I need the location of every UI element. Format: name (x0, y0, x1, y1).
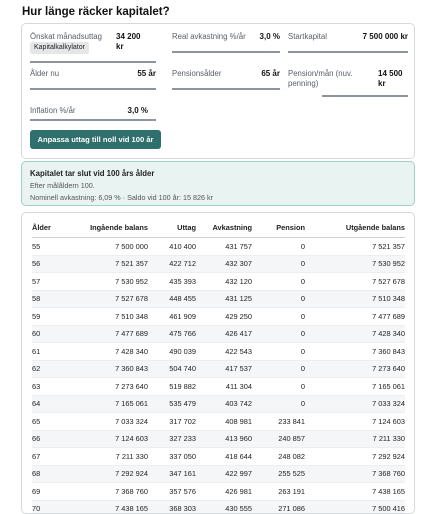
table-cell: 7 438 165 (305, 483, 405, 501)
table-row (32, 413, 405, 431)
field-pension-month[interactable] (288, 69, 408, 99)
table-cell: 7 273 640 (305, 360, 405, 378)
table-cell: 7 500 416 (305, 500, 405, 514)
table-cell: 431 125 (196, 290, 252, 308)
table-cell: 347 161 (148, 465, 196, 483)
table-cell: 0 (252, 325, 305, 343)
table-cell: 7 438 165 (72, 500, 148, 514)
field-label: Startkapital (288, 32, 328, 41)
table-cell: 263 191 (252, 483, 305, 501)
field-value[interactable]: 3,0 % (127, 106, 148, 115)
table-cell: 490 039 (148, 343, 196, 361)
field-underline (172, 88, 280, 90)
column-header-opening-balance: Ingående balans (72, 221, 148, 238)
table-row (32, 308, 405, 326)
table-cell: 7 527 678 (72, 290, 148, 308)
balance-table (32, 221, 405, 514)
table-cell: 408 981 (196, 413, 252, 431)
table-cell: 0 (252, 360, 305, 378)
column-header-age: Ålder (32, 221, 72, 238)
table-cell: 7 368 760 (72, 483, 148, 501)
table-cell: 62 (32, 360, 72, 378)
table-cell: 337 050 (148, 448, 196, 466)
table-cell: 63 (32, 378, 72, 396)
table-cell: 327 233 (148, 430, 196, 448)
column-header-closing-balance: Utgående balans (305, 221, 405, 238)
table-cell: 7 165 061 (305, 378, 405, 396)
table-cell: 7 273 640 (72, 378, 148, 396)
table-cell: 7 477 689 (305, 308, 405, 326)
table-cell: 7 527 678 (305, 273, 405, 291)
table-cell: 65 (32, 413, 72, 431)
table-cell: 368 303 (148, 500, 196, 514)
table-cell: 461 909 (148, 308, 196, 326)
table-cell: 7 360 843 (305, 343, 405, 361)
table-cell: 66 (32, 430, 72, 448)
table-cell: 7 211 330 (305, 430, 405, 448)
column-header-return: Avkastning (196, 221, 252, 238)
field-value[interactable]: 65 år (261, 69, 280, 78)
table-cell: 7 033 324 (305, 395, 405, 413)
table-row (32, 395, 405, 413)
table-cell: 7 530 952 (305, 255, 405, 273)
table-cell: 57 (32, 273, 72, 291)
table-cell: 0 (252, 343, 305, 361)
table-cell: 7 428 340 (305, 325, 405, 343)
table-row (32, 238, 405, 256)
result-subtitle: Efter målåldern 100. (30, 181, 95, 190)
table-cell: 422 543 (196, 343, 252, 361)
field-start-capital[interactable] (288, 32, 408, 62)
table-cell: 64 (32, 395, 72, 413)
field-underline (288, 51, 408, 53)
calculator-form (21, 23, 415, 159)
table-cell: 7 124 603 (72, 430, 148, 448)
page-title: Hur länge räcker kapitalet? (22, 6, 170, 18)
table-row (32, 430, 405, 448)
table-cell: 7 500 000 (72, 238, 148, 256)
table-cell: 7 510 348 (305, 290, 405, 308)
result-summary (21, 161, 415, 206)
field-label: Pensionsålder (172, 69, 222, 78)
field-value[interactable]: 7 500 000 kr (362, 32, 408, 41)
table-row (32, 343, 405, 361)
table-row (32, 483, 405, 501)
field-value[interactable]: 14 500 kr (378, 69, 403, 88)
table-cell: 240 857 (252, 430, 305, 448)
table-cell: 58 (32, 290, 72, 308)
field-label: Pension/mån (nuv. penning) (288, 69, 353, 88)
table-cell: 7 124 603 (305, 413, 405, 431)
table-cell: 7 292 924 (72, 465, 148, 483)
result-meta: Nominell avkastning: 6,09 % · Saldo vid 100 år: 15 826 kr (30, 193, 213, 202)
table-cell: 413 960 (196, 430, 252, 448)
field-value[interactable]: 55 år (137, 69, 156, 78)
table-cell: 67 (32, 448, 72, 466)
table-cell: 448 455 (148, 290, 196, 308)
table-cell: 435 393 (148, 273, 196, 291)
table-cell: 7 428 340 (72, 343, 148, 361)
table-cell: 403 742 (196, 395, 252, 413)
table-cell: 475 766 (148, 325, 196, 343)
table-cell: 70 (32, 500, 72, 514)
field-label: Önskat månadsuttag (30, 32, 102, 41)
table-cell: 426 981 (196, 483, 252, 501)
field-inflation[interactable] (30, 106, 156, 130)
field-label: Inflation %/år (30, 106, 76, 115)
field-underline (30, 88, 156, 90)
table-row (32, 448, 405, 466)
field-label: Ålder nu (30, 69, 60, 78)
table-row (32, 500, 405, 514)
table-cell: 317 702 (148, 413, 196, 431)
table-cell: 0 (252, 378, 305, 396)
table-cell: 55 (32, 238, 72, 256)
field-value[interactable]: 34 200 kr (116, 32, 141, 51)
table-cell: 417 537 (196, 360, 252, 378)
table-cell: 418 644 (196, 448, 252, 466)
table-cell: 422 712 (148, 255, 196, 273)
table-cell: 0 (252, 255, 305, 273)
table-header-row (32, 221, 405, 238)
field-pension-age[interactable] (172, 69, 280, 93)
table-cell: 271 086 (252, 500, 305, 514)
table-cell: 59 (32, 308, 72, 326)
field-underline (172, 51, 280, 53)
field-real-return[interactable] (172, 32, 280, 62)
table-cell: 7 165 061 (72, 395, 148, 413)
table-cell: 60 (32, 325, 72, 343)
table-cell: 61 (32, 343, 72, 361)
field-underline (30, 119, 156, 121)
table-cell: 535 479 (148, 395, 196, 413)
table-cell: 411 304 (196, 378, 252, 396)
table-row (32, 255, 405, 273)
field-underline (30, 61, 156, 63)
table-cell: 7 530 952 (72, 273, 148, 291)
table-row (32, 273, 405, 291)
table-cell: 410 400 (148, 238, 196, 256)
table-row (32, 325, 405, 343)
table-row (32, 465, 405, 483)
table-cell: 69 (32, 483, 72, 501)
field-age-now[interactable] (30, 69, 156, 93)
result-title: Kapitalet tar slut vid 100 års ålder (30, 169, 155, 178)
table-cell: 7 368 760 (305, 465, 405, 483)
table-cell: 504 740 (148, 360, 196, 378)
table-cell: 432 307 (196, 255, 252, 273)
table-cell: 7 477 689 (72, 325, 148, 343)
table-cell: 426 417 (196, 325, 252, 343)
field-value[interactable]: 3,0 % (259, 32, 280, 41)
field-label: Real avkastning %/år (172, 32, 246, 41)
table-row (32, 290, 405, 308)
table-cell: 429 250 (196, 308, 252, 326)
table-cell: 233 841 (252, 413, 305, 431)
table-cell: 7 360 843 (72, 360, 148, 378)
table-cell: 357 576 (148, 483, 196, 501)
table-cell: 248 082 (252, 448, 305, 466)
field-desired-monthly[interactable] (30, 32, 156, 62)
table-cell: 519 882 (148, 378, 196, 396)
table-cell: 0 (252, 308, 305, 326)
column-header-pension: Pension (252, 221, 305, 238)
field-underline (322, 95, 408, 97)
table-cell: 7 510 348 (72, 308, 148, 326)
table-cell: 7 521 357 (72, 255, 148, 273)
table-row (32, 360, 405, 378)
table-cell: 255 525 (252, 465, 305, 483)
table-cell: 431 757 (196, 238, 252, 256)
table-cell: 68 (32, 465, 72, 483)
table-cell: 422 997 (196, 465, 252, 483)
tooltip: Kapitalkalkylator (30, 42, 89, 54)
table-cell: 7 521 357 (305, 238, 405, 256)
table-cell: 7 292 924 (305, 448, 405, 466)
table-cell: 0 (252, 273, 305, 291)
table-cell: 7 211 330 (72, 448, 148, 466)
table-cell: 430 555 (196, 500, 252, 514)
balance-table-card (21, 212, 415, 514)
column-header-withdrawal: Uttag (148, 221, 196, 238)
table-cell: 0 (252, 395, 305, 413)
adjust-withdrawal-button[interactable]: Anpassa uttag till noll vid 100 år (30, 130, 161, 149)
table-cell: 432 120 (196, 273, 252, 291)
table-cell: 7 033 324 (72, 413, 148, 431)
table-cell: 0 (252, 290, 305, 308)
table-cell: 0 (252, 238, 305, 256)
table-cell: 56 (32, 255, 72, 273)
table-row (32, 378, 405, 396)
